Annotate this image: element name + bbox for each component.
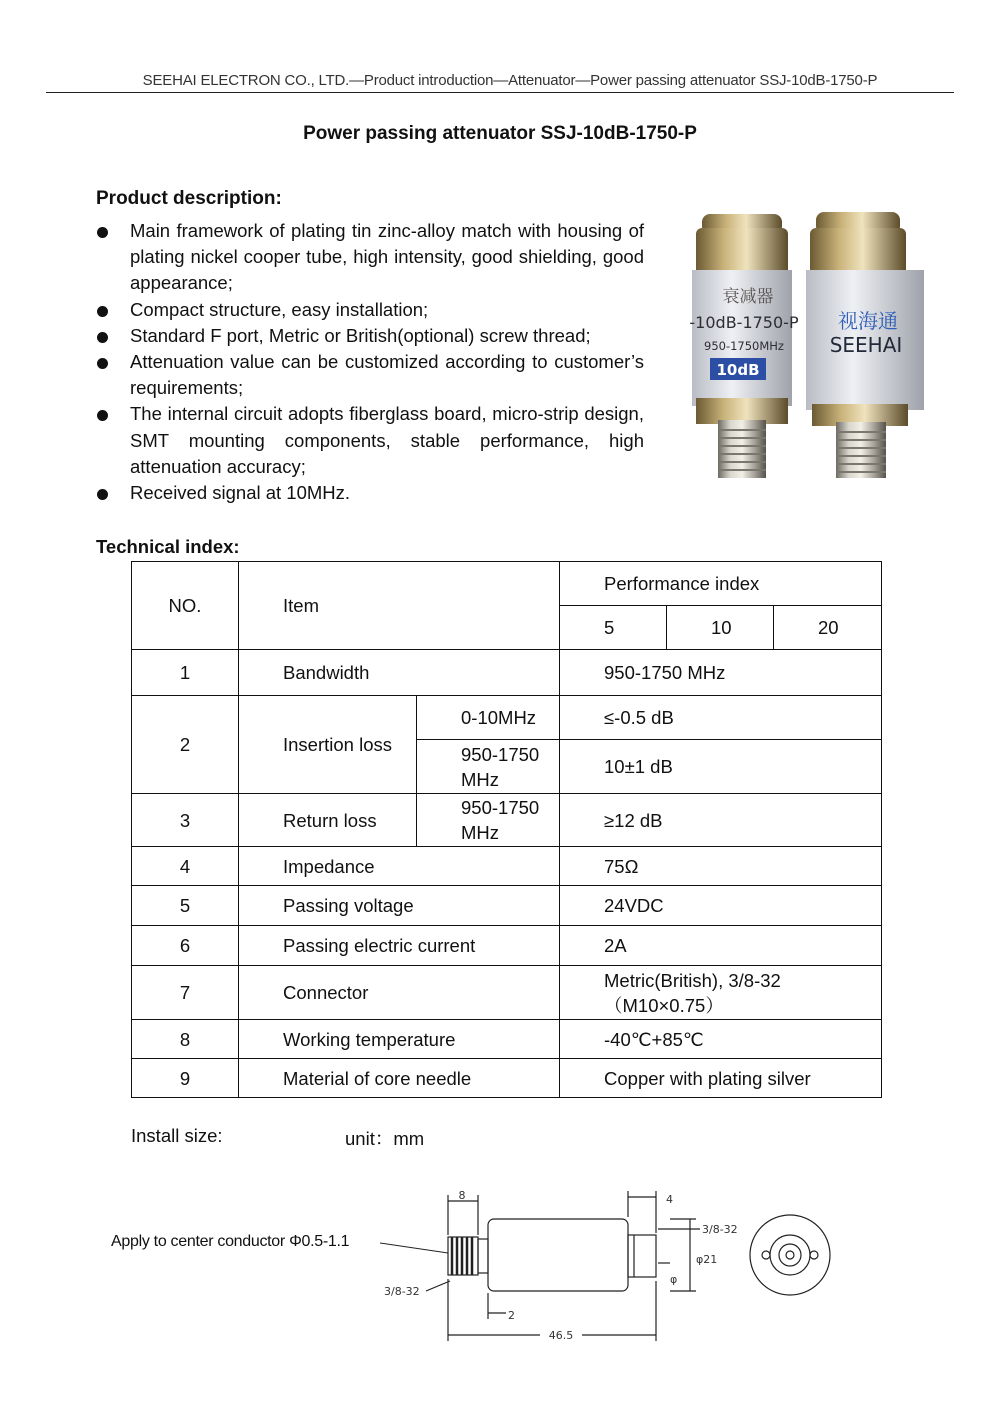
row-item: Return loss xyxy=(239,794,417,847)
list-item: The internal circuit adopts fiberglass board, micro-strip design, SMT mounting components, stable performance, high attenuation accuracy; xyxy=(96,401,644,480)
list-item: Main framework of plating tin zinc-alloy match with housing of plating nickel cooper tube, high intensity, good shielding, good appearance; xyxy=(96,218,644,297)
row-no: 7 xyxy=(132,966,239,1020)
row-subitem: 950-1750 MHz xyxy=(417,794,560,847)
list-item: Standard F port, Metric or British(optional) screw thread; xyxy=(96,323,644,349)
row-no: 9 xyxy=(132,1059,239,1098)
page-header: SEEHAI ELECTRON CO., LTD.—Product introduction—Attenuator—Power passing attenuator SSJ-10dB-1750-P xyxy=(142,72,878,89)
row-value: Copper with plating silver xyxy=(560,1059,882,1098)
list-item: Attenuation value can be customized according to customer’s requirements; xyxy=(96,349,644,401)
header-item: Item xyxy=(239,562,560,650)
dim-total: 46.5 xyxy=(548,1329,574,1342)
row-no: 4 xyxy=(132,847,239,886)
row-value: 24VDC xyxy=(560,886,882,926)
row-no: 8 xyxy=(132,1020,239,1059)
row-no: 3 xyxy=(132,794,239,847)
row-value: 10±1 dB xyxy=(560,740,882,794)
header-rule xyxy=(46,92,954,93)
header-no: NO. xyxy=(132,562,239,650)
row-item: Insertion loss xyxy=(239,696,417,794)
unit-label: unit：mm xyxy=(345,1128,425,1149)
table-row xyxy=(132,794,882,847)
row-item: Connector xyxy=(239,966,560,1020)
row-value: ≤-0.5 dB xyxy=(560,696,882,740)
description-heading: Product description: xyxy=(96,188,282,209)
row-item: Passing electric current xyxy=(239,926,560,966)
table-row xyxy=(132,696,882,740)
description-list xyxy=(96,218,644,506)
row-no: 5 xyxy=(132,886,239,926)
row-item: Impedance xyxy=(239,847,560,886)
table-row xyxy=(132,926,882,966)
photo-brand-chinese: 视海通 xyxy=(838,309,898,333)
row-subitem: 950-1750 MHz xyxy=(417,740,560,794)
technical-table xyxy=(131,561,882,1098)
header-value-20: 20 xyxy=(774,606,882,650)
header-performance: Performance index xyxy=(560,562,882,606)
photo-label-model: -10dB-1750-P xyxy=(689,313,799,332)
table-row xyxy=(132,1020,882,1059)
row-value: Metric(British), 3/8-32（M10×0.75） xyxy=(560,966,882,1020)
row-item: Bandwidth xyxy=(239,650,560,696)
row-value: 950-1750 MHz xyxy=(560,650,882,696)
list-item: Received signal at 10MHz. xyxy=(96,480,644,506)
table-row xyxy=(132,966,882,1020)
row-value: -40℃+85℃ xyxy=(560,1020,882,1059)
dim-8: 8 xyxy=(458,1189,466,1202)
dim-4: 4 xyxy=(666,1193,673,1206)
table-row xyxy=(132,562,882,606)
dimension-drawing xyxy=(370,1185,840,1355)
photo-brand: SEEHAI xyxy=(829,333,903,357)
dim-phi: φ xyxy=(670,1273,678,1286)
photo-label-range: 950-1750MHz xyxy=(704,339,784,353)
header-value-5: 5 xyxy=(560,606,667,650)
technical-heading: Technical index: xyxy=(96,536,240,557)
row-value: 75Ω xyxy=(560,847,882,886)
install-size-label: Install size: xyxy=(131,1125,223,1146)
row-item: Material of core needle xyxy=(239,1059,560,1098)
table-row xyxy=(132,650,882,696)
page-title: Power passing attenuator SSJ-10dB-1750-P xyxy=(303,123,697,144)
row-no: 1 xyxy=(132,650,239,696)
row-item: Working temperature xyxy=(239,1020,560,1059)
list-item: Compact structure, easy installation; xyxy=(96,297,644,323)
apply-note: Apply to center conductor Φ0.5-1.1 xyxy=(111,1233,350,1250)
row-no: 2 xyxy=(132,696,239,794)
dim-2: 2 xyxy=(508,1309,515,1322)
row-item: Passing voltage xyxy=(239,886,560,926)
product-photo xyxy=(688,208,928,480)
row-no: 6 xyxy=(132,926,239,966)
photo-label-chinese: 衰减器 xyxy=(722,287,774,307)
photo-label-value: 10dB xyxy=(716,361,760,379)
header-value-10: 10 xyxy=(667,606,774,650)
table-row xyxy=(132,847,882,886)
row-subitem: 0-10MHz xyxy=(417,696,560,740)
dim-diameter: φ21 xyxy=(696,1253,718,1266)
row-value: 2A xyxy=(560,926,882,966)
dim-thread-left: 3/8-32 xyxy=(384,1285,420,1298)
table-row xyxy=(132,886,882,926)
dim-thread-right: 3/8-32 xyxy=(702,1223,738,1236)
row-value: ≥12 dB xyxy=(560,794,882,847)
table-row xyxy=(132,1059,882,1098)
